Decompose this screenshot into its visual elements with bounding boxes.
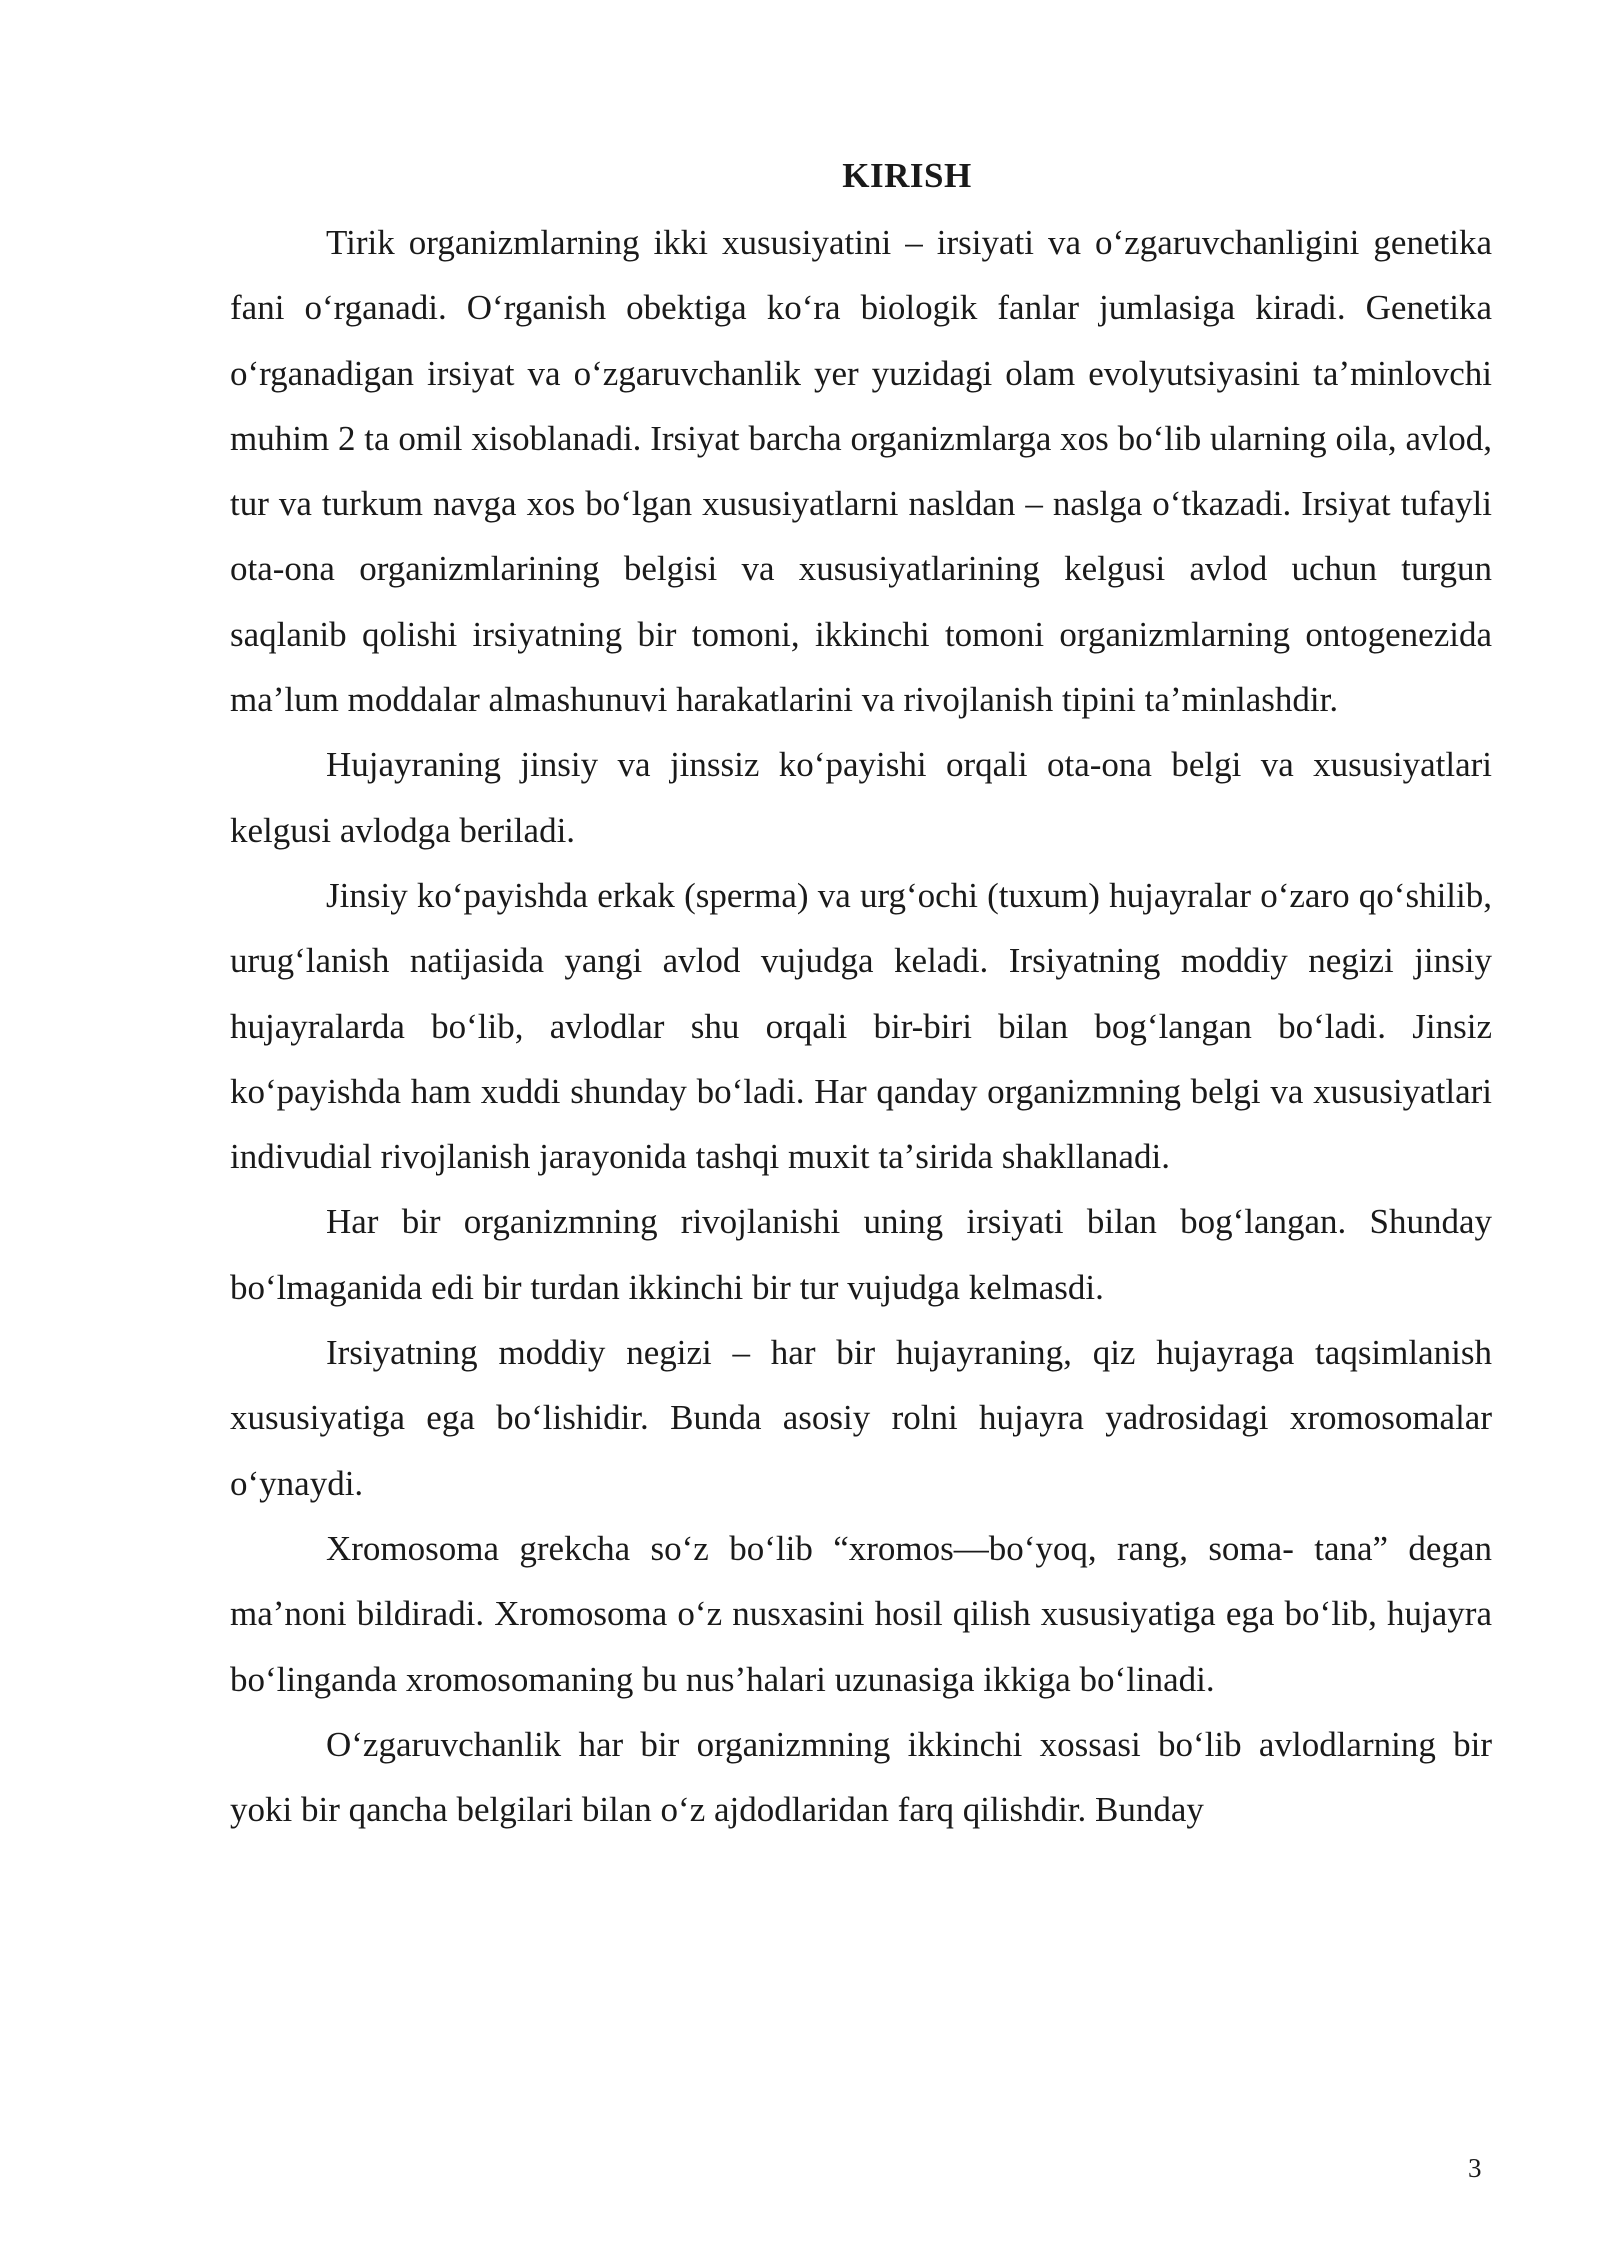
paragraph-2: Hujayraning jinsiy va jinssiz koʻpayishi orqali ota-ona belgi va xususiyatlari kelgusi avlodga beriladi. <box>230 745 1492 850</box>
paragraph-3: Jinsiy koʻpayishda erkak (sperma) va urgʻochi (tuxum) hujayralar oʻzaro qoʻshilib, urugʻlanish natijasida yangi avlod vujudga keladi. Irsiyatning moddiy negizi jinsiy hujayralarda boʻlib, avlodlar shu orqali bir-biri bilan bogʻlangan boʻladi. Jinsiz koʻpayishda ham xuddi shunday boʻladi. Har qanday organizmning belgi va xususiyatlari indivudial rivojlanish jarayonida tashqi muxit taʼsirida shakllanadi. <box>230 875 1492 1177</box>
document-body <box>230 148 1492 1842</box>
paragraph-5: Irsiyatning moddiy negizi – har bir hujayraning, qiz hujayraga taqsimlanish xususiyatiga ega boʻlishidir. Bunda asosiy rolni hujayra yadrosidagi xromosomalar oʻynaydi. <box>230 1333 1492 1503</box>
page-title: KIRISH <box>842 156 972 195</box>
paragraph-7: Oʻzgaruvchanlik har bir organizmning ikkinchi xossasi boʻlib avlodlarning bir yoki bir qancha belgilari bilan oʻz ajdodlaridan farq qilishdir. Bunday <box>230 1724 1492 1830</box>
paragraph-1: Tirik organizmlarning ikki xususiyatini – irsiyati va oʻzgaruvchanligini genetika fani oʻrganadi. Oʻrganish obektiga koʻra biologik fanlar jumlasiga kiradi. Genetika oʻrganadigan irsiyat va oʻzgaruvchanlik yer yuzidagi olam evolyutsiyasini taʼminlovchi muhim 2 ta omil xisoblanadi. Irsiyat barcha organizmlarga xos boʻlib ularning oila, avlod, tur va turkum navga xos boʻlgan xususiyatlarni nasldan – naslga oʻtkazadi. Irsiyat tufayli ota-ona organizmlarining belgisi va xususiyatlarining kelgusi avlod uchun turgun saqlanib qolishi irsiyatning bir tomoni, ikkinchi tomoni organizmlarning ontogenezida maʼlum moddalar almashunuvi harakatlarini va rivojlanish tipini taʼminlashdir. <box>230 223 1492 720</box>
paragraph-6: Xromosoma grekcha soʻz boʻlib “xromos—boʻyoq, rang, soma- tana” degan maʼnoni bildiradi. Xromosoma oʻz nusxasini hosil qilish xususiyatiga ega boʻlib, hujayra boʻlinganda xromosomaning bu nusʼhalari uzunasiga ikkiga boʻlinadi. <box>230 1528 1492 1699</box>
page-number: 3 <box>1468 2153 1482 2183</box>
paragraph-4: Har bir organizmning rivojlanishi uning irsiyati bilan bogʻlangan. Shunday boʻlmaganida edi bir turdan ikkinchi bir tur vujudga kelmasdi. <box>230 1202 1492 1307</box>
